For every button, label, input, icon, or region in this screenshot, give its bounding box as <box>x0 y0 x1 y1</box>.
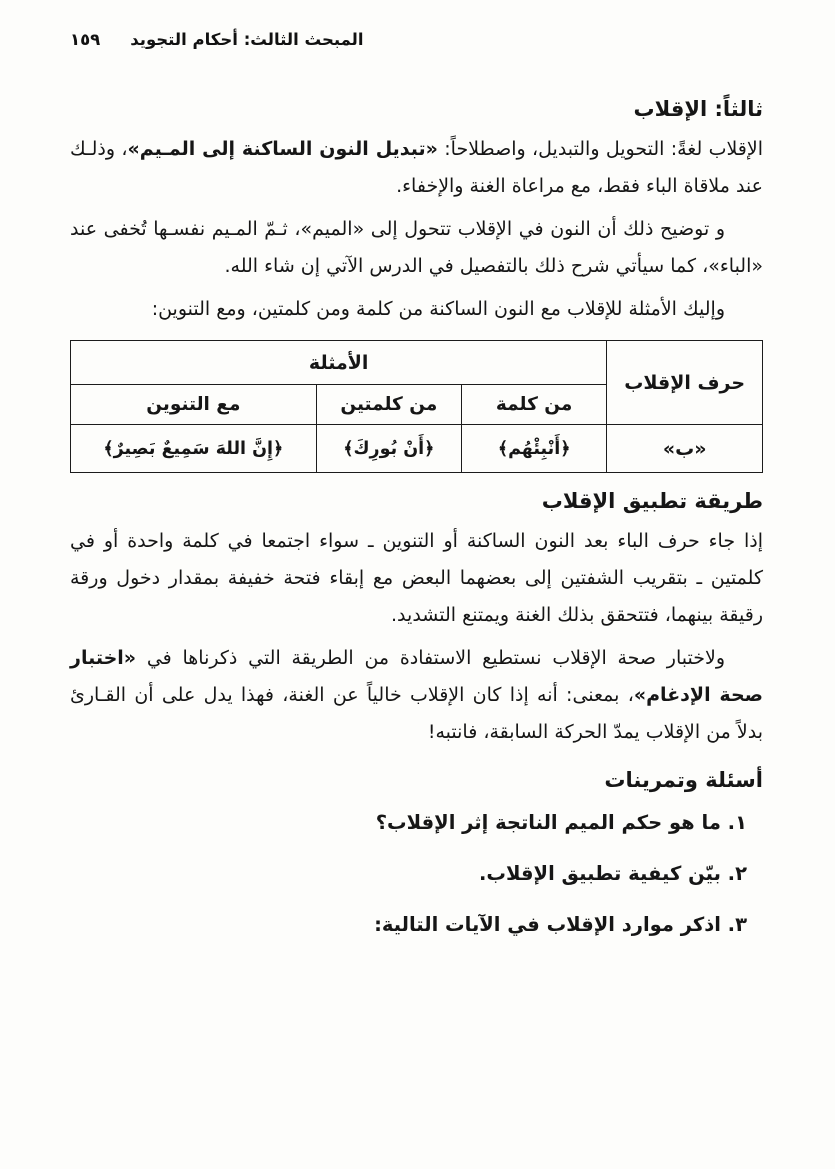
test-rest: ، بمعنى: أنه إذا كان الإقلاب خالياً عن الغنة، فهذا يدل على أن القـارئ بدلاً من الإقلاب يمدّ الحركة السابقة، فانتبه! <box>70 684 763 744</box>
test-lead: ولاختبار صحة الإقلاب نستطيع الاستفادة من الطريقة التي ذكرناها في <box>136 647 725 670</box>
paragraph-explanation: و توضيح ذلك أن النون في الإقلاب تتحول إلى «الميم»، ثـمّ المـيم نفسـها تُخفى عند «الباء»، كما سيأتي شرح ذلك بالتفصيل في الدرس الآتي إن شاء الله. <box>70 218 763 278</box>
heading-iqlab: ثالثاً: الإقلاب <box>633 97 763 121</box>
page-content <box>70 97 763 943</box>
chapter-title: المبحث الثالث: أحكام التجويد <box>130 30 364 49</box>
cell-example-tanween: ﴿إِنَّ اللهَ سَمِيعٌ بَصِيرٌ﴾ <box>71 425 317 473</box>
paragraph-examples-intro: وإليك الأمثلة للإقلاب مع النون الساكنة من كلمة ومن كلمتين، ومع التنوين: <box>151 298 725 321</box>
paragraph-test <box>70 640 763 751</box>
paragraph-definition <box>70 131 763 205</box>
table-header-examples: الأمثلة <box>71 341 607 385</box>
table-header-row-top <box>71 341 763 385</box>
table-header-one-word: من كلمة <box>462 385 607 425</box>
definition-quoted-term: «تبديل النون الساكنة إلى المـيم» <box>127 138 438 160</box>
paragraph-method: إذا جاء حرف الباء بعد النون الساكنة أو التنوين ـ سواء اجتمعا في كلمة واحدة أو في كلمتين ـ بتقريب الشفتين إلى بعضهما البعض مع إبقاء فتحة خفيفة بمقدار دخول ورقة رقيقة بينهما، فتتحقق بذلك الغنة ويمتنع التشديد. <box>70 530 763 627</box>
heading-exercises: أسئلة وتمرينات <box>604 767 763 792</box>
test-quoted-term: «اختبار صحة الإدغام» <box>70 647 763 707</box>
table-header-iqlab-letter: حرف الإقلاب <box>607 341 763 425</box>
definition-rest: ، وذلـك عند ملاقاة الباء فقط، مع مراعاة الغنة والإخفاء. <box>70 138 763 198</box>
cell-example-one-word: ﴿أَنْبِئْهُم﴾ <box>462 425 607 473</box>
cell-example-two-words: ﴿أَنْ بُورِكَ﴾ <box>316 425 461 473</box>
questions-list <box>70 802 763 943</box>
question-2: ٢. بيّن كيفية تطبيق الإقلاب. <box>478 861 747 885</box>
table-header-tanween: مع التنوين <box>71 385 317 425</box>
question-1: ١. ما هو حكم الميم الناتجة إثر الإقلاب؟ <box>375 810 747 834</box>
table-header-two-words: من كلمتين <box>316 385 461 425</box>
question-3: ٣. اذكر موارد الإقلاب في الآيات التالية: <box>374 912 747 936</box>
table-row <box>71 425 763 473</box>
heading-method: طريقة تطبيق الإقلاب <box>541 489 763 514</box>
definition-lead: الإقلاب لغةً: التحويل والتبديل، واصطلاحاً: <box>437 138 763 160</box>
cell-iqlab-letter: «ب» <box>607 425 763 473</box>
page-number: ١٥٩ <box>70 30 101 49</box>
page-header <box>70 30 763 49</box>
iqlab-examples-table <box>70 340 763 473</box>
